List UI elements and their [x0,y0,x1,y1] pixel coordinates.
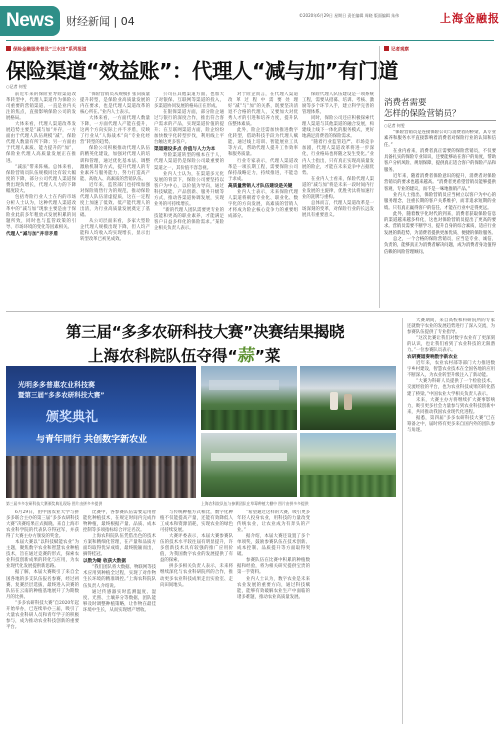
paragraph: 据悉，第四届“多多农研科技大赛”已在筹备之中，届时将有更多来自国内外的团队参与角逐。 [407,415,495,433]
article2-col4 [237,510,310,724]
paragraph: 上海农科院队伍凭借出色的技术方案和精细化管理，在产量和品质方面均取得优异成绩，最终脱颖而出，摘得桂冠。 [83,534,156,558]
paragraph: “多多农研科技大赛”自2020年起开始举办，已连续举办三届，吸引了大量农业科研人员和青年学子的积极参与，成为推动农业科技创新的重要平台。 [6,600,79,630]
article1-title: 保险渠道“效益账”：代理人“减与加”有门道 [6,59,398,83]
photo-caption-small: 上海农科院队伍与参赛团队在草莓种植大棚中 图片由拼多多提供 [201,501,309,506]
article1-byline: ○记者 何雯 [6,84,27,89]
paragraph: 大体来看，一方面代理人数量下降，一方面代理人产能在提升，这两个方向实际上并不矛盾，反映了行业从“人海战术”向“专业化经营”转型的趋势。 [80,116,150,146]
paragraph: 比赛中，各参赛队伍需要运用智能化种植技术，在规定时间内完成作物种植，最终根据产量、品质、成本控制等多项指标综合评定名次。 [83,510,156,534]
paragraph: “保险营销员是连接保险公司与消费者的桥梁，其专业素养和服务水平直接影响着消费者对保险行业的认知和信任。” [384,130,496,148]
masthead [0,0,500,44]
paragraph: 从公司层面来看，多家大型险企代理人规模出现下降，但人均产能和人均收入均实现增长，显示出转型改革已初见成效。 [80,218,150,243]
field-photo-1 [201,366,297,430]
banner-line3: 颁奖典礼 [46,410,99,425]
subheading: 高质量营销人才队伍建设是关键 [228,183,293,189]
banner-line1: 光明多多普惠农业科技赛 [18,381,95,389]
paragraph: 6月29日，由中国农业大学与拼多多联合主办的第三届“多多农研科技大赛”决赛结果正式揭晓。来自上海市农业科学院的代表队夺得冠军，并获得了大赛主办方颁发的奖金。 [6,510,79,540]
subheading: 以数为锄 收获大数据 [83,559,126,565]
paragraph: 总之，一个合格的保险营销员，应当是专业、诚信、负责的，能够真正为消费者解决问题，成为消费者身边值得信赖的风险管理顾问。 [384,237,496,255]
brand-word: News [6,10,54,31]
title-text: ”菜 [254,347,281,365]
paragraph: “新的代理人团队需要更专业的技能和更高的职业素养，才能满足客户日益多样化的保险需求。”某险企相关负责人表示。 [154,207,224,231]
subheading: 代理人“减与加”并非矛盾 [6,232,58,238]
sidebar-title-line2: 怎样的保险营销员？ [384,109,461,119]
column-divider [379,46,380,308]
crowd [6,456,196,498]
paragraph: 拼多多相关负责人表示，未来将继续深化与农业科研院所的合作，推动更多农业科技成果走出实验室、走向田间地头。 [160,564,233,588]
article1-tag: 保险金融服务普及“三水田”系列报道 [6,46,86,53]
paragraph: 在业内看来，消费者真正需要的保险营销员，不仅要具备扎实的保险专业知识，还要能够站在客户的角度，帮助客户分析风险、规划保障，提供真正适合客户的保险产品和服务。 [384,148,496,173]
paragraph: “我们团队将大数据、物联网等技术应用到种植全过程，实现了对作物生长环境的精准调控。”上海农科院队伍负责人介绍说。 [83,565,156,589]
sidebar-tag: 记者观察 [384,46,409,53]
field-photo-3 [201,433,297,497]
paragraph: 业内人士认为，在渠道多元化发展的背景下，保险公司要坚持以客户为中心，以价值为导向，通过科技赋能、产品创新、服务升级等方式，推动各渠道协调发展，实现业务的可持续增长。 [154,171,224,207]
field-photo-4 [300,433,396,497]
title-text: 上海农科院队伍夺得“ [88,347,238,365]
masthead-rule [6,40,494,41]
article2-title-line2 [88,341,280,366]
paragraph: 近年来，农业农村部等部门大力推进数字乡村建设，智慧农业技术在全国各地的应用不断深入，为农业转型升级注入了新动能。 [407,361,495,379]
paragraph: “保险营销员从规模扩张向质量提升转型，是保险业高质量发展的内在要求，也是代理人渠道改革的核心所在。”业内人士表示。 [80,92,150,116]
article1-col3 [154,92,224,307]
article1-col4 [228,92,298,307]
paragraph: 业内人士表示，未来保险代理人渠道将朝着专业化、职业化、数字化的方向发展，高素质的营销人才将成为险企核心竞争力的重要组成部分。 [228,189,298,219]
paragraph: 未来，大赛主办方将继续扩大赛事影响力，吸引更多社会力量参与到农业科技创新中来，共同推动我国农业现代化进程。 [407,397,495,415]
paragraph: 此外，险企还需加快推进数字化转型，借助科技手段为代理人赋能，通过线上培训、智能展业工具等方式，帮助代理人提升工作效率和服务质量。 [228,128,298,158]
issue-info: ©2020年6月29日 星期日 责任编辑 周晓 版面编辑 朱伟 [299,13,400,18]
sidebar-byline: ○记者 何雯 [384,123,405,128]
greenhouse-roof [209,380,279,390]
article2-col5 [407,318,495,724]
subheading: 渠道建设多点 价值与人力为本 [154,147,216,153]
paragraph: 寿险渠道转型的根本在于人，代理人渠道仍是保险公司最重要的渠道之一，其价值不容忽视。 [154,153,224,171]
sidebar-body [384,130,496,306]
article1-col1 [6,92,76,307]
paragraph: 参赛队伍在比赛中积累的种植数据和经验，将为相关研究提供宝贵的第一手资料。 [237,558,310,576]
paragraph: 大赛期间，来自高校和科研院所的专家还就数字农业的发展趋势进行了深入交流，为参赛队伍提供了专业指导。 [407,318,495,336]
paragraph: “大赛为科研人员提供了一个检验技术、交流经验的平台，也为农业科技成果的转化搭建了桥梁。”中国农业大学相关负责人表示。 [407,379,495,397]
paragraph: 此外，随着数字化时代的到来，消费者获取保险信息的渠道越来越多样化，这也对保险营销员提出了更高的要求。营销员需要不断学习，提升自身的综合素质，适应行业发展的新趋势，为消费者提供更加优质、便捷的保险服务。 [384,211,496,236]
paragraph: 对于险企而言，在代理人渠道改革过程中需要处理好“减”与“加”的关系，既要坚决清退不合格的代理人，又要加大对优秀人才的引进和培养力度，提升队伍整体素质。 [228,92,298,128]
person-figure [344,394,352,410]
newspaper-logo: 上海金融报 [440,12,500,25]
article1-col2 [80,92,150,307]
section-label: 财经新闻 | 04 [66,15,135,28]
paragraph: 大赛评委表示，本届大赛参赛队伍的技术水平较往届有明显提升，许多创新技术具有较强的推广应用价值，为我国数字农业的发展提供了有益的探索。 [160,534,233,564]
paragraph: 据介绍，本届大赛还设置了多个单项奖，鼓励参赛队伍在技术创新、成本控制、品质提升等方面取得突破。 [237,534,310,558]
paragraph: 公司在其他渠道方面，也加大了对银保、互联网等渠道的投入，多渠道协同发展的格局正在形成。 [154,92,224,110]
paragraph: 业内人士指出，保险营销员应当树立以客户为中心的服务理念，注重长期的客户关系维护，而非追求短期的业绩。只有真正赢得客户的信任，才能在行业中走得更远。 [384,192,496,211]
paragraph: 行业专家表示，代理人渠道改革是一项长期工程，需要保险公司保持战略定力，持续推进，不能急于求成。 [228,158,298,182]
brand-badge [0,6,60,36]
paragraph: 在银保渠道方面，部分险企通过与银行的深度合作，推出符合客户需求的产品，实现渠道价值的提升；在互联网渠道方面，险企纷纷加快数字化转型步伐，利用线上平台触达更多客户。 [154,110,224,146]
paragraph: 前近年来的保险业寿险渠道改革转型中，代理人渠道作为保险公司重要的营销渠道，一直是业内关注的焦点，直接影响保险公司的发展格局。 [6,92,76,122]
crop-rows [300,475,396,497]
paragraph: “这次比赛让我们对数字农业有了更深刻的认识，也让我们看到了农业科技的无限潜力。”一位参赛队员表示。 [407,336,495,354]
article2-col3 [160,510,233,724]
column-divider [402,318,403,724]
banner-line2: 暨第三届“多多农研科技大赛” [18,391,105,399]
subheading: 农研赛道奏响数字新农业 [407,355,458,361]
paragraph: 近年来，随着消费者保险意识的提升，消费者对保险营销员的要求也越来越高。“消费者更希望营销员能够提供客观、专业的建议，而不是一味地推销产品。” [384,174,496,192]
crop-rows [201,410,297,430]
highlight-char: 蒜 [236,346,256,366]
article1-col5 [302,92,374,307]
paragraph: “减法”带来阵痛。总体来看，保险营销员队伍规模同比有较大幅度的下降，部分公司代理人渠道保费出现负增长，代理人人力的下降幅度较大。 [6,164,76,194]
paragraph: “希望通过这样的大赛，吸引更多年轻人投身农业，用科技的力量改变传统农业，让农业成为有奔头的产业。” [237,510,310,534]
paragraph: 大体来看，代理人渠道改革发展趋势主要是“减与加”并存，一方面由于代理人队伍规模“减”，保险代理人数量有所下降；另一方面由于代理人素质、能力提升的“加”，保险业代理人高质量发展正在推进。 [6,122,76,164]
article2-col2 [83,510,156,724]
paragraph: 与传统种植方式相比，数字化种植不仅能提高产量，还能有效降低人工成本和资源消耗，实现农业的绿色可持续发展。 [160,510,233,534]
paragraph: 在业内人士看来，保险代理人渠道的“减与加”将是未来一段时间内行业发展的主旋律，优胜劣汰将加速行业的洗牌与重构。 [302,176,374,200]
section-divider [6,311,494,312]
award-ceremony-photo [6,366,196,498]
paragraph: 本届大赛以“以科技赋能农业”为主题，聚焦数字农业和智慧农业种植技术，旨在通过竞赛的形式，探索农业科技创新成果的转化与应用，为农业现代化发展提供新思路。 [6,540,79,570]
banner-line4: 与青年同行 共创数字新农业 [36,435,148,445]
paragraph: 业内人士认为，数字农业是未来农业发展的重要方向，通过科技赋能，能够有效破解农业生产中面临的诸多难题，推动农业高质量发展。 [237,576,310,600]
article2-col1 [6,510,79,724]
photo-caption-main: 第三届多多农研科技大赛颁奖典礼现场 图片由拼多多提供 [6,501,103,506]
paragraph: 据了解，本届大赛吸引了来自全国各地的多支队伍报名参赛，经过初赛、复赛层层选拔，最终进入决赛的队伍在云南的种植基地展开了为期数月的比拼。 [6,570,79,600]
paragraph: 保险公司积极推动代理人队伍的精英化建设，加强对代理人的培训和管理，通过优化基本法、调整激励机制等方式，提升代理人的专业素养与服务能力，努力打造高产能、高收入、高素质的营销队伍。 [80,146,150,182]
sidebar-rule [384,120,496,121]
paragraph: 总体而言，代理人渠道改革是一场深刻的变革，对保险行业的长远发展具有重要意义。 [302,200,374,218]
field-photo-2 [300,366,396,430]
paragraph: 近年来，监管部门也持续加强对保险销售行为的规范，推动保险代理人队伍清虚提质，这在一定程度上加速了低效、低产能代理人的出清，为行业高质量发展奠定了基础。 [80,182,150,218]
paragraph: 同时，保险公司还应积极探索代理人渠道与其他渠道的融合发展，构建线上线下一体化的服务模式，更好地满足消费者的保险需求。 [302,116,374,140]
greenhouse-frame [211,453,287,461]
article2-title-line1: 第三届“多多农研科技大赛”决赛结果揭晓 [66,323,345,341]
sidebar-title-line1: 消费者需要 [384,98,427,108]
paragraph: “随着行业监管趋严、市场竞争加剧，代理人渠道改革将进一步深化，行业格局也将随之发生变化。”业内人士指出，只有真正实现高质量发展的险企，才能在未来竞争中占据优势。 [302,140,374,176]
paragraph: 保险代理人队伍建设是一项系统工程，需要从招募、培训、考核、激励等多个环节入手，建立科学完善的管理体系。 [302,92,374,116]
paragraph: 包括寿险行业人士在内的市场分析人士认为，这种代理人渠道改革中的“减与加”现象主要是由于保险业此前多年粗放式发展积累的问题所致，同时也与监管政策的引导、市场环境的变化等因素相关。 [6,194,76,231]
person-figure [330,392,338,410]
paragraph: 通过传感器实时监测温度、湿度、光照、土壤养分等数据，团队能够及时调整种植策略，让作物在最佳环境中生长，从而实现增产增收。 [83,589,156,613]
